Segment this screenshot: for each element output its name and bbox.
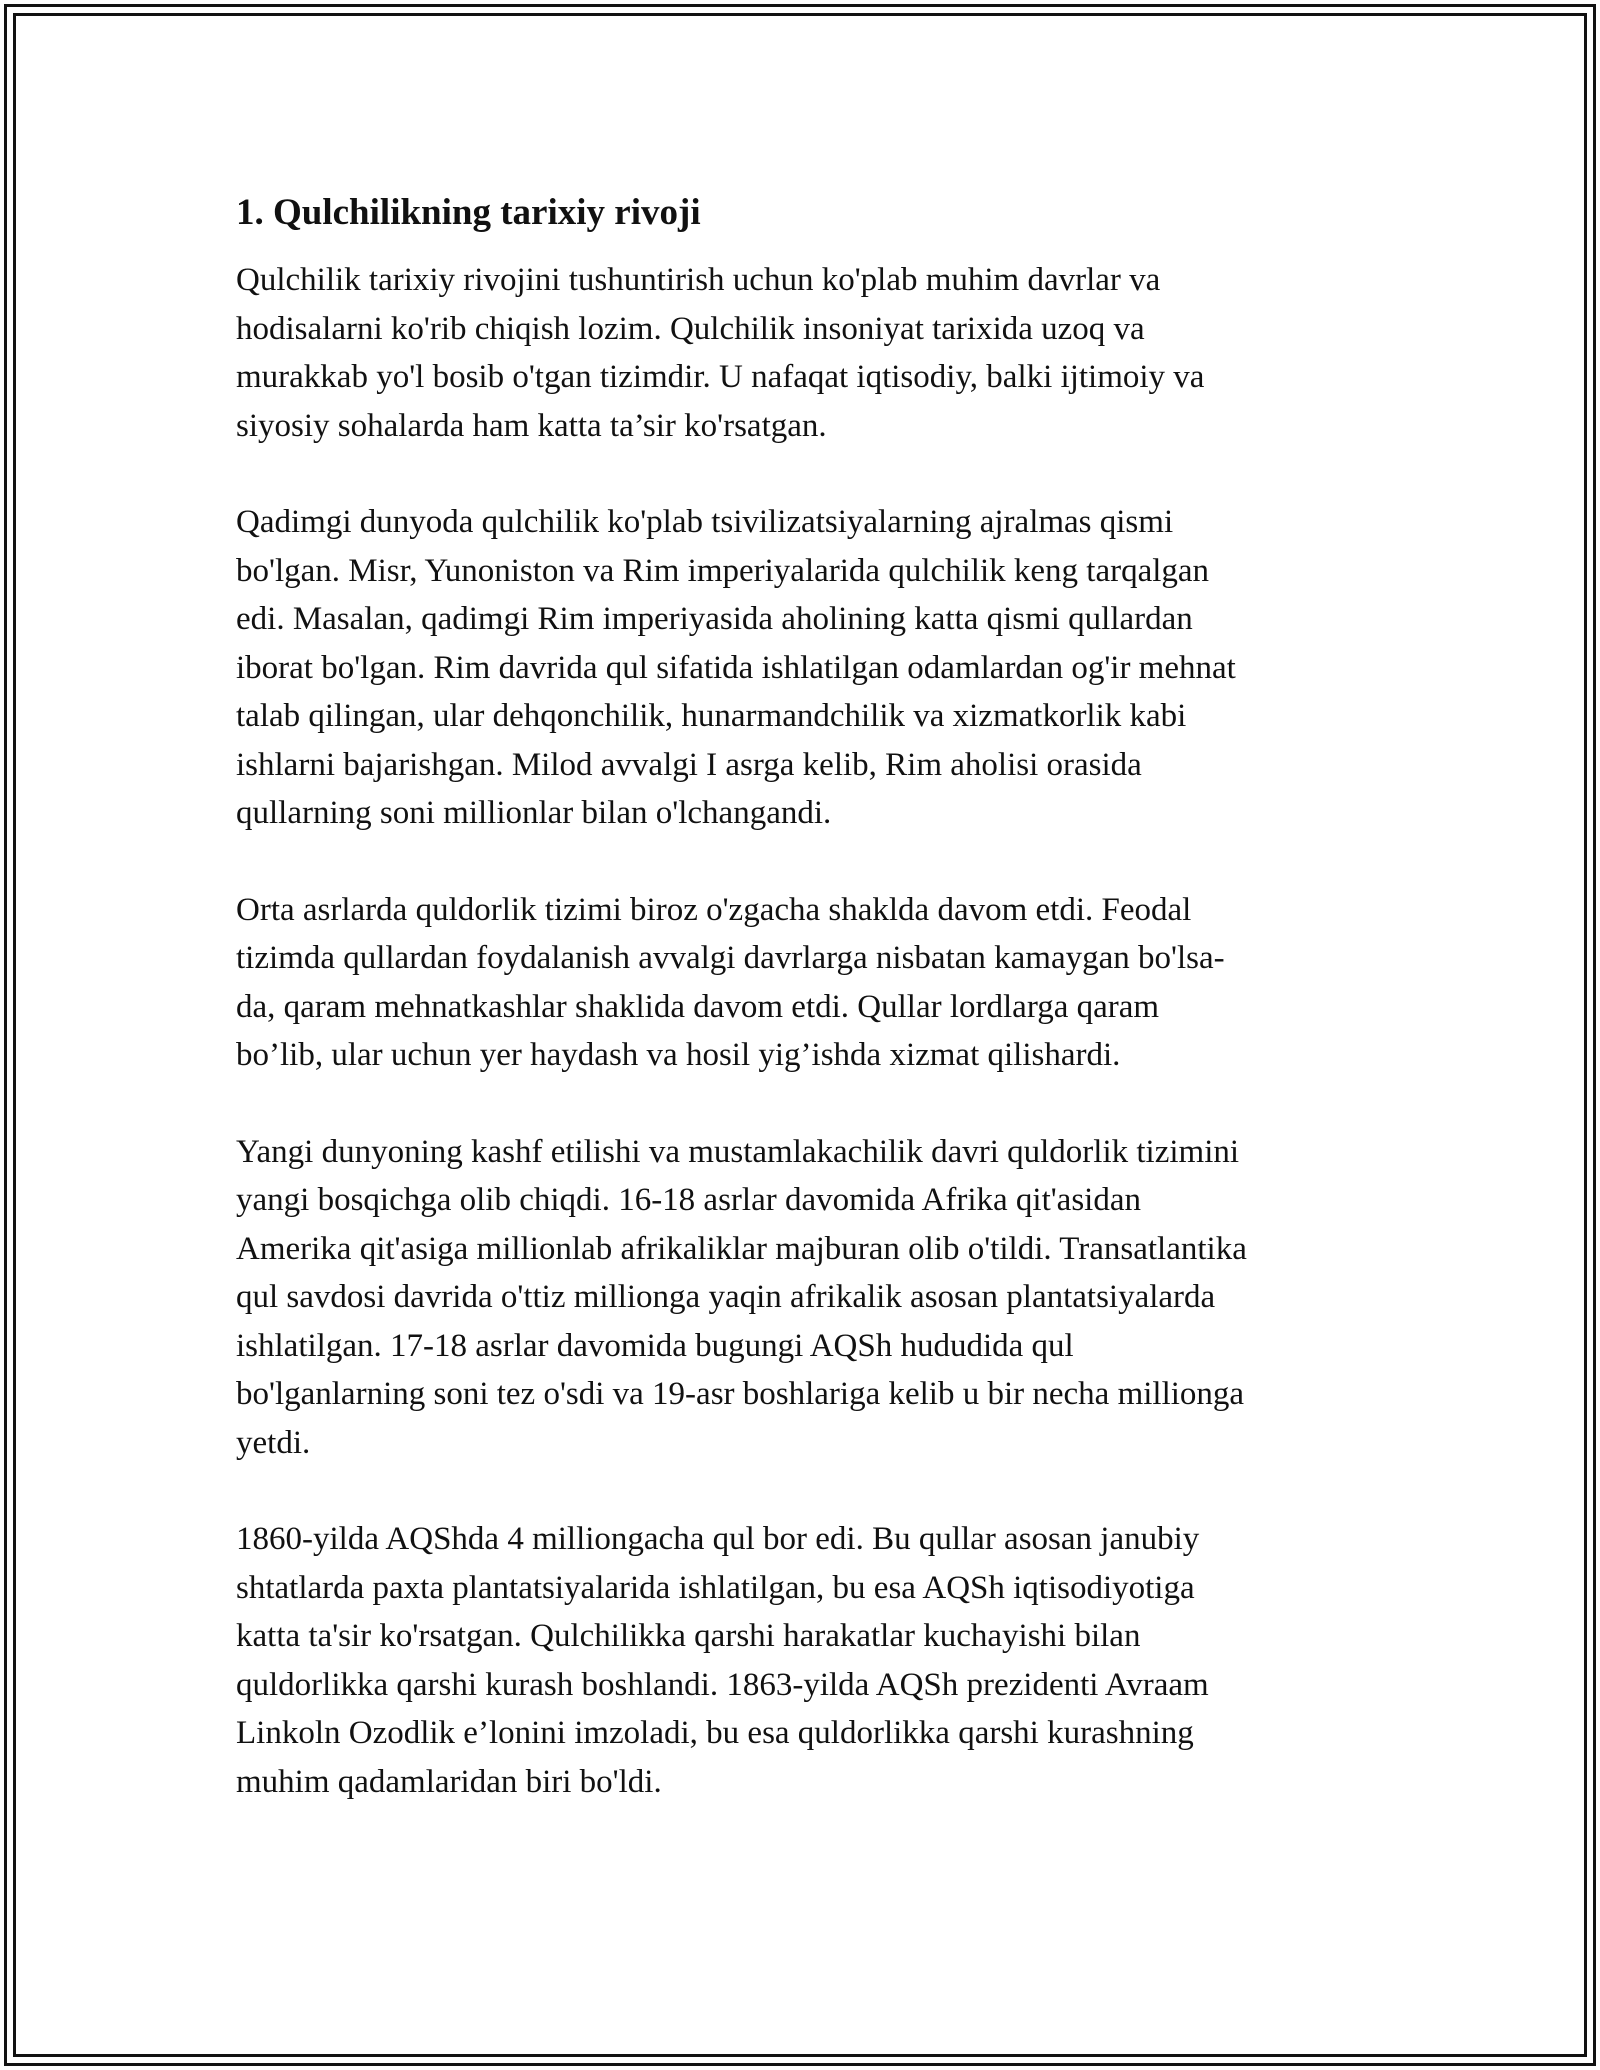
text-line: Orta asrlarda quldorlik tizimi biroz o'zgacha shaklda davom etdi. Feodal [236, 891, 1192, 928]
section-heading: 1. Qulchilikning tarixiy rivoji [236, 192, 701, 233]
text-line: Qulchilik tarixiy rivojini tushuntirish uchun ko'plab muhim davrlar va [236, 262, 1161, 298]
paragraph [236, 1128, 1366, 1468]
text-line: katta ta'sir ko'rsatgan. Qulchilikka qarshi harakatlar kuchayishi bilan [236, 1618, 1141, 1654]
text-line: qul savdosi davrida o'ttiz millionga yaqin afrikalik asosan plantatsiyalarda [236, 1279, 1216, 1315]
text-line: Amerika qit'asiga millionlab afrikaliklar majburan olib o'tildi. Transatlantika [236, 1230, 1247, 1267]
text-line: qullarning soni millionlar bilan o'lchangandi. [236, 795, 832, 831]
text-line: iborat bo'lgan. Rim davrida qul sifatida ishlatilgan odamlardan og'ir mehnat [236, 649, 1236, 686]
paragraph-list [236, 256, 1366, 1806]
text-line: hodisalarni ko'rib chiqish lozim. Qulchilik insoniyat tarixida uzoq va [236, 310, 1145, 347]
text-line: Linkoln Ozodlik e’lonini imzoladi, bu esa quldorlikka qarshi kurashning [236, 1715, 1194, 1751]
document-body [236, 188, 1366, 1854]
text-line: siyosiy sohalarda ham katta ta’sir ko'rsatgan. [236, 407, 827, 444]
text-line: quldorlikka qarshi kurash boshlandi. 1863-yilda AQSh prezidenti Avraam [236, 1666, 1209, 1703]
text-line: tizimda qullardan foydalanish avvalgi davrlarga nisbatan kamaygan bo'lsa- [236, 940, 1225, 976]
text-line: ishlarni bajarishgan. Milod avvalgi I asrga kelib, Rim aholisi orasida [236, 746, 1142, 783]
text-line: muhim qadamlaridan biri bo'ldi. [236, 1763, 662, 1800]
text-line: murakkab yo'l bosib o'tgan tizimdir. U nafaqat iqtisodiy, balki ijtimoiy va [236, 359, 1205, 395]
text-line: da, qaram mehnatkashlar shaklida davom etdi. Qullar lordlarga qaram [236, 988, 1160, 1025]
text-line: bo'lganlarning soni tez o'sdi va 19-asr boshlariga kelib u bir necha millionga [236, 1376, 1245, 1412]
text-line: Yangi dunyoning kashf etilishi va mustamlakachilik davri quldorlik tizimini [236, 1133, 1240, 1170]
text-line: talab qilingan, ular dehqonchilik, hunarmandchilik va xizmatkorlik kabi [236, 698, 1187, 734]
text-line: 1860-yilda AQShda 4 milliongacha qul bor edi. Bu qullar asosan janubiy [236, 1521, 1200, 1557]
text-line: bo'lgan. Misr, Yunoniston va Rim imperiyalarida qulchilik keng tarqalgan [236, 552, 1210, 589]
text-line: edi. Masalan, qadimgi Rim imperiyasida aholining katta qismi qullardan [236, 601, 1193, 637]
text-line: shtatlarda paxta plantatsiyalarida ishlatilgan, bu esa AQSh iqtisodiyotiga [236, 1569, 1195, 1606]
paragraph [236, 498, 1366, 838]
paragraph [236, 886, 1366, 1080]
text-line: ishlatilgan. 17-18 asrlar davomida bugungi AQSh hududida qul [236, 1327, 1074, 1364]
paragraph [236, 1515, 1366, 1806]
text-line: Qadimgi dunyoda qulchilik ko'plab tsivilizatsiyalarning ajralmas qismi [236, 504, 1174, 540]
paragraph [236, 256, 1366, 450]
text-line: yangi bosqichga olib chiqdi. 16-18 asrlar davomida Afrika qit'asidan [236, 1182, 1141, 1218]
text-line: bo’lib, ular uchun yer haydash va hosil yig’ishda xizmat qilishardi. [236, 1037, 1121, 1073]
text-line: yetdi. [236, 1424, 311, 1461]
